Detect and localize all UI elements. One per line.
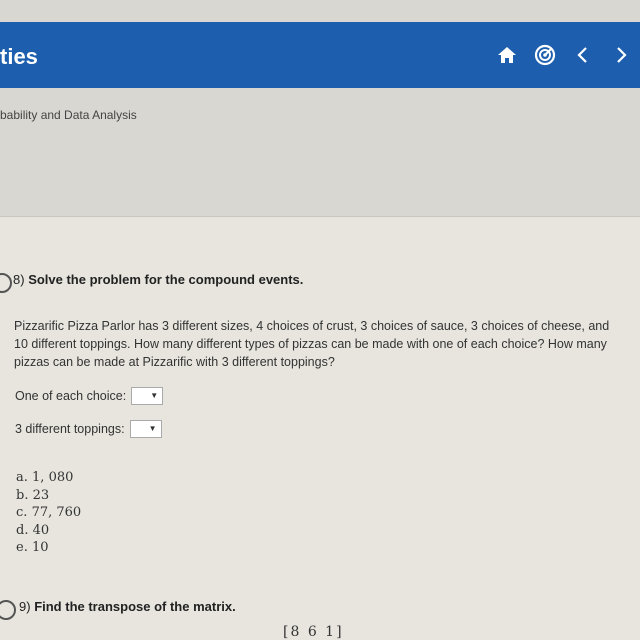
target-icon[interactable] [526,35,564,75]
question-title: Solve the problem for the compound events. [28,272,304,287]
matrix-display: [8 6 1] [283,624,344,640]
field-label: One of each choice: [15,389,127,403]
question-8-body: Pizzarific Pizza Parlor has 3 different sizes, 4 choices of crust, 3 choices of sauce, 3 choices of cheese, and 10 different toppings. How many different types of pizzas can be made with one of each choice? How many pizzas can be made at Pizzarific with 3 different toppings? [14,319,610,369]
breadcrumb: bability and Data Analysis [0,108,137,122]
nav-icons [488,22,640,88]
home-icon[interactable] [488,35,526,75]
answer-options-list [16,469,81,557]
list-item: e. 10 [16,540,49,555]
dropdown-caret-icon: ▼ [148,424,157,433]
chevron-right-icon[interactable] [602,35,640,75]
three-toppings-dropdown[interactable] [130,420,162,438]
dropdown-caret-icon: ▼ [150,391,159,400]
chevron-left-icon[interactable] [564,35,602,75]
question-8-heading [13,272,303,287]
app-title: ties [0,44,38,69]
list-item: b. 23 [16,487,50,503]
answer-row-one-each [15,387,163,405]
list-item: a. 1, 080 [16,470,74,485]
top-navigation-bar [0,22,640,88]
question-number: 9) [19,599,31,614]
answer-row-three-toppings [15,420,162,438]
one-each-choice-dropdown[interactable] [131,387,163,405]
field-label: 3 different toppings: [15,422,125,436]
list-item: d. 40 [16,522,50,538]
question-number: 8) [13,272,25,287]
question-title: Find the transpose of the matrix. [34,599,236,614]
list-item: c. 77, 760 [16,505,82,520]
question-9-heading [19,599,236,614]
